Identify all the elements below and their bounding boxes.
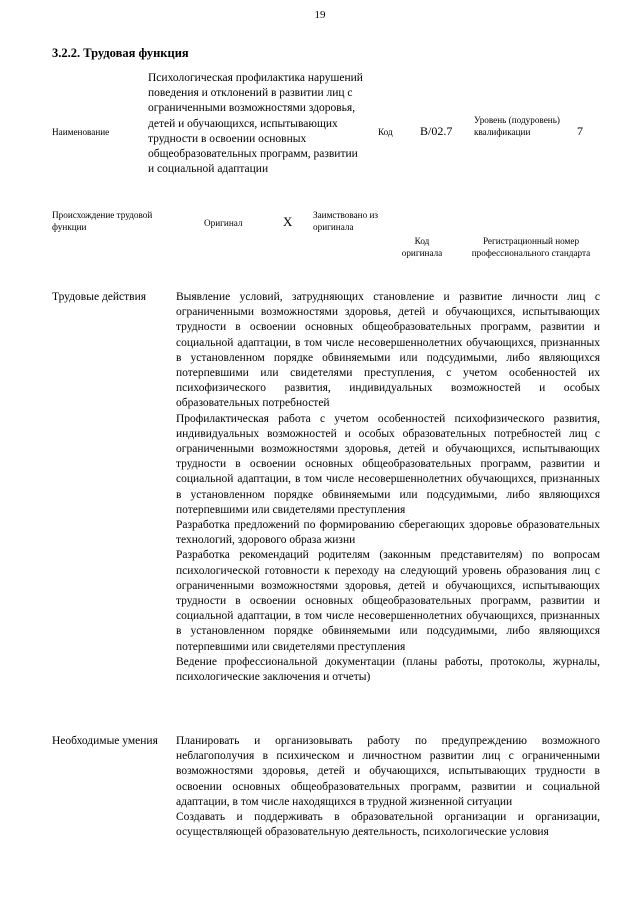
code-label: Код bbox=[378, 127, 393, 137]
section-title: 3.2.2. Трудовая функция bbox=[52, 46, 189, 60]
required-skills-label: Необходимые умения bbox=[52, 735, 158, 747]
labor-action-item: Разработка предложений по формированию сберегающих здоровье образовательных технологий, здорового образа жизни bbox=[176, 519, 600, 547]
qualification-level-label: Уровень (подуровень) квалификации bbox=[474, 115, 560, 137]
borrowed-label: Заимствовано из оригинала bbox=[313, 210, 379, 232]
original-label: Оригинал bbox=[204, 218, 243, 228]
qualification-level-value: 7 bbox=[577, 124, 583, 138]
labor-action-item: Выявление условий, затрудняющих становление и развитие личности лиц с ограниченными возможностями здоровья, детей и обучающихся, испытывающих трудности в освоении основных общеобразовательных программ, развитии и социальной адаптации, в том числе несовершеннолетних обучающихся, признанных в установленном порядке обвиняемыми или подсудимыми, либо являющихся потерпевшими или свидетелями преступления, с учетом особенностей их психофизического развития, индивидуальных возможностей и особых образовательных потребностей bbox=[176, 291, 600, 410]
function-name: Психологическая профилактика нарушений поведения и отклонений в развитии лиц с ограниченными возможностями здоровья, детей и обучающихся, испытывающих трудности в освоении основных общеобразовательных программ, развитии и социальной адаптации bbox=[148, 72, 363, 176]
original-mark: X bbox=[283, 214, 293, 229]
required-skill-item: Создавать и поддерживать в образовательной организации и организации, осуществляющей образовательную деятельность, психологические условия bbox=[176, 811, 600, 839]
required-skill-item: Планировать и организовывать работу по предупреждению возможного неблагополучия в психическом и личностном развитии лиц с ограниченными возможностями здоровья, детей и обучающихся, испытывающих трудности в освоении основных общеобразовательных программ, развитии и социальной адаптации, в том числе находящихся в трудной жизненной ситуации bbox=[176, 735, 600, 808]
labor-action-item: Ведение профессиональной документации (планы работы, протоколы, журналы, психологические заключения и отчеты) bbox=[176, 655, 600, 684]
code-value: В/02.7 bbox=[420, 124, 453, 138]
required-skills-list bbox=[176, 734, 600, 840]
name-label: Наименование bbox=[52, 127, 110, 137]
labor-actions-label: Трудовые действия bbox=[52, 291, 147, 303]
labor-action-item: Разработка рекомендаций родителям (законным представителям) по вопросам психологической готовности к переходу на следующий уровень образования лиц с ограниченными возможностями здоровья, детей и обучающихся, испытывающих трудности в освоении основных общеобразовательных программ, развитии и социальной адаптации, в том числе несовершеннолетних обучающихся, признанных в установленном порядке обвиняемыми или подсудимыми, либо являющихся потерпевшими или свидетелями преступления bbox=[176, 549, 600, 653]
labor-actions-list bbox=[176, 290, 600, 685]
labor-action-item: Профилактическая работа с учетом особенностей психофизического развития, индивидуальных возможностей и особых образовательных потребностей лиц с ограниченными возможностями здоровья, детей и обучающихся, испытывающих трудности в освоении основных общеобразовательных программ, развитии и социальной адаптации, в том числе несовершеннолетних обучающихся, признанных в установленном порядке обвиняемыми или подсудимыми, либо являющихся потерпевшими или свидетелями преступления bbox=[176, 412, 600, 516]
page-number: 19 bbox=[314, 9, 326, 21]
registration-number-label: Регистрационный номер профессионального стандарта bbox=[471, 236, 591, 258]
origin-label: Происхождение трудовой функции bbox=[52, 210, 153, 232]
code-original-label: Код оригинала bbox=[401, 236, 443, 258]
